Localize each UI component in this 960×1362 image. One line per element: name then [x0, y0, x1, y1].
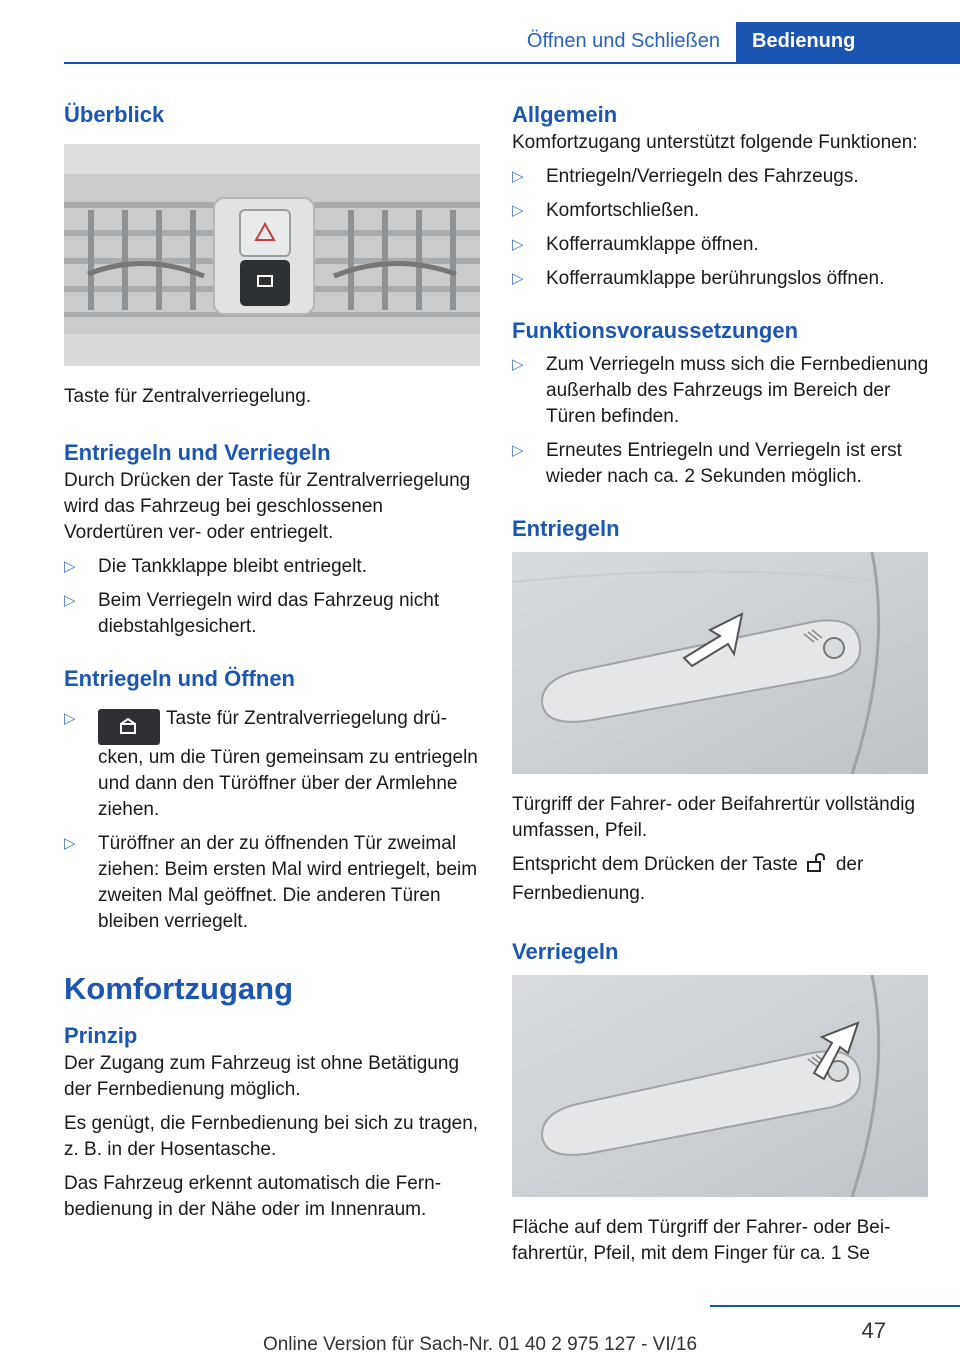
list-item: ▷ Komfortschließen. — [512, 198, 930, 224]
list-item: ▷ Türöffner an der zu öffnenden Tür zweimal ziehen: Beim ersten Mal wird entriegelt, beim zweiten Mal geöffnet. Die anderen Türen bleiben verriegelt. — [64, 833, 478, 932]
list-item: ▷ Kofferraumklappe öffnen. — [512, 232, 930, 258]
triangle-bullet-icon: ▷ — [512, 270, 524, 287]
requirements-heading: Funktionsvoraussetzungen — [512, 318, 799, 343]
footer-rule — [710, 1305, 960, 1307]
lock-caption: Fläche auf dem Türgriff der Fahrer- oder Beifahrertür, Pfeil, mit dem Finger für ca. 1 Se — [512, 1217, 891, 1264]
triangle-bullet-icon: ▷ — [64, 592, 76, 609]
lock-heading: Verriegeln — [512, 939, 619, 964]
triangle-bullet-icon: ▷ — [64, 710, 76, 727]
header-section: Öffnen und Schließen — [526, 30, 720, 52]
door-handle-unlock-figure — [512, 552, 928, 774]
triangle-bullet-icon: ▷ — [64, 558, 76, 575]
principle-heading: Prinzip — [64, 1023, 138, 1048]
principle-p3: Das Fahrzeug erkennt automatisch die Fernbedienung in der Nähe oder im Innenraum. — [64, 1173, 442, 1220]
triangle-bullet-icon: ▷ — [512, 442, 524, 459]
open-padlock-icon — [806, 853, 828, 881]
triangle-bullet-icon: ▷ — [512, 202, 524, 219]
list-item: ▷ Zum Verriegeln muss sich die Fernbedienung außerhalb des Fahrzeugs im Bereich der Türen befinden. — [512, 354, 929, 427]
unlock-caption: Türgriff der Fahrer- oder Beifahrertür vollständig umfassen, Pfeil. — [512, 794, 916, 841]
triangle-bullet-icon: ▷ — [512, 168, 524, 185]
figure1-caption: Taste für Zentralverriegelung. — [64, 386, 312, 407]
requirements-list — [512, 352, 930, 490]
list-item: ▷ Taste für Zentralverriegelung drücken, um die Türen gemeinsam zu entriegeln und dann den Türöffner über der Armlehne ziehen. — [64, 708, 478, 820]
door-handle-lock-figure — [512, 975, 928, 1197]
triangle-bullet-icon: ▷ — [512, 356, 524, 373]
unlock-lock-list — [64, 554, 482, 640]
general-heading: Allgemein — [512, 102, 618, 127]
online-version-footer: Online Version für Sach-Nr. 01 40 2 975 127 - VI/16 — [262, 1334, 698, 1355]
central-lock-figure — [64, 144, 480, 366]
overview-heading: Überblick — [64, 102, 165, 127]
unlock-open-heading: Entriegeln und Öffnen — [64, 666, 295, 691]
car-door-lock-icon — [98, 709, 160, 745]
page-number: 47 — [861, 1318, 886, 1343]
list-item: ▷ Kofferraumklappe berührungslos öffnen. — [512, 266, 930, 292]
list-item: ▷ Entriegeln/Verriegeln des Fahrzeugs. — [512, 164, 930, 190]
unlock-text: Entspricht dem Drücken der Taste der Fernbedienung. — [512, 854, 864, 904]
triangle-bullet-icon: ▷ — [64, 835, 76, 852]
unlock-lock-heading: Entriegeln und Verriegeln — [64, 440, 331, 465]
right-column — [512, 100, 930, 1275]
list-item: ▷ Die Tankklappe bleibt entriegelt. — [64, 554, 482, 580]
triangle-bullet-icon: ▷ — [512, 236, 524, 253]
principle-p1: Der Zugang zum Fahrzeug ist ohne Betätigung der Fernbedienung möglich. — [64, 1053, 460, 1100]
principle-p2: Es genügt, die Fernbedienung bei sich zu tragen, z. B. in der Hosentasche. — [64, 1113, 479, 1160]
unlock-lock-text: Durch Drücken der Taste für Zentralverriegelung wird das Fahrzeug bei geschlossenen Vordertüren ver- oder entriegelt. — [64, 470, 471, 543]
unlock-heading: Entriegeln — [512, 516, 620, 541]
list-item: ▷ Erneutes Entriegeln und Verriegeln ist erst wieder nach ca. 2 Sekunden möglich. — [512, 440, 902, 487]
comfort-access-heading: Komfortzugang — [64, 971, 294, 1006]
header-tab: Bedienung — [736, 22, 960, 64]
unlock-open-list — [64, 706, 482, 935]
general-list — [512, 164, 930, 292]
left-column — [64, 100, 482, 1231]
list-item: ▷ Beim Verriegeln wird das Fahrzeug nicht diebstahlgesichert. — [64, 590, 440, 637]
general-text: Komfortzugang unterstützt folgende Funktionen: — [512, 132, 918, 153]
